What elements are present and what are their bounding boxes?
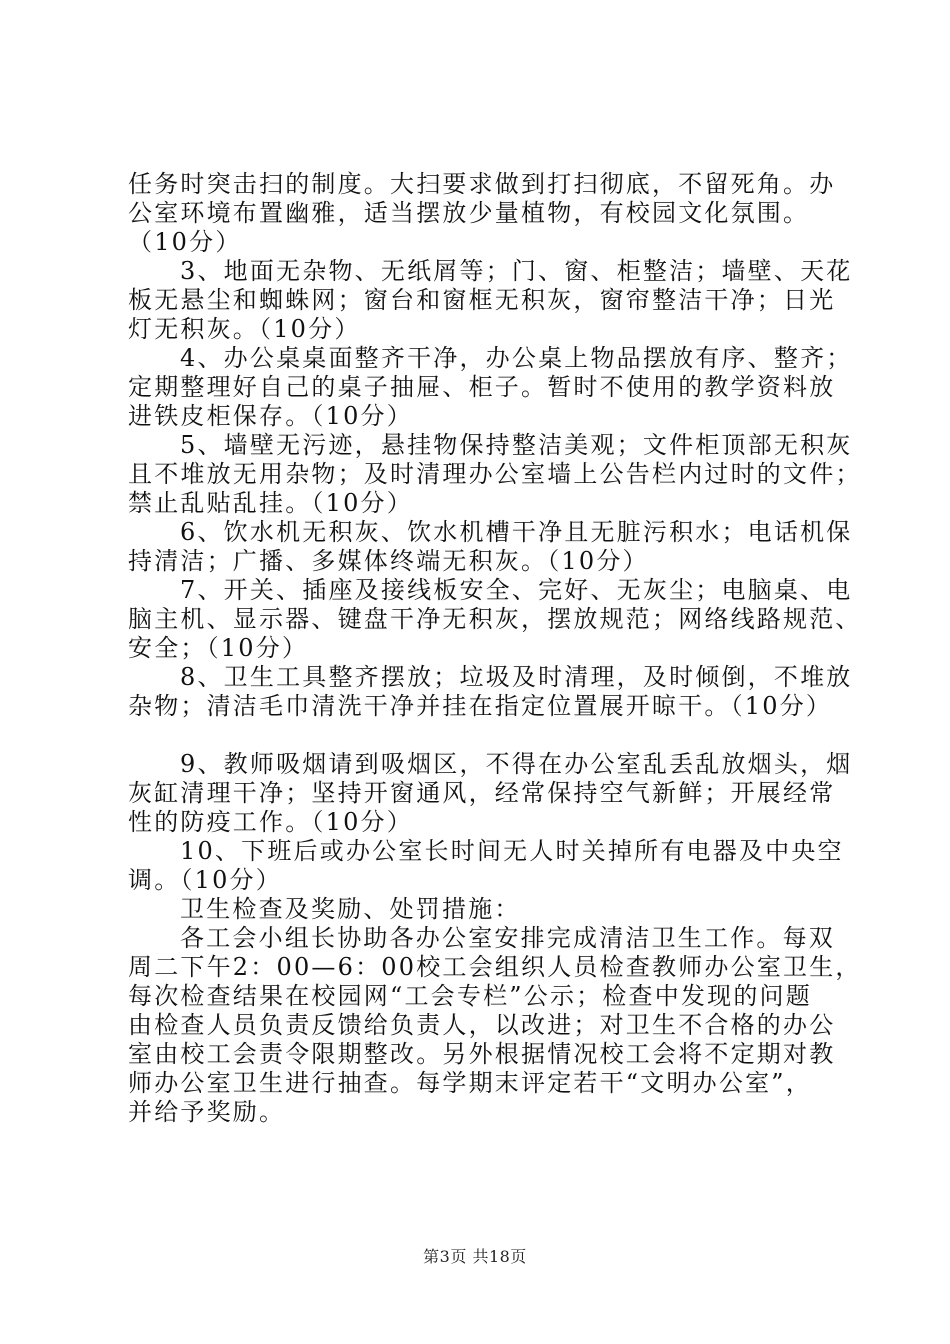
text-line: 脑主机、显示器、键盘干净无积灰，摆放规范；网络线路规范、: [128, 605, 862, 633]
text-line: 性的防疫工作。（10分）: [128, 808, 413, 836]
paragraph: [128, 431, 862, 518]
text-line: （10分）: [128, 228, 242, 256]
text-line: 由检查人员负责反馈给负责人，以改进；对卫生不合格的办公: [128, 1011, 836, 1039]
document-body: [128, 170, 862, 1127]
text-line: 板无悬尘和蜘蛛网；窗台和窗框无积灰，窗帘整洁干净；日光: [128, 286, 836, 314]
text-line: 并给予奖励。: [128, 1098, 286, 1126]
text-line: 周二下午2：00—6：00校工会组织人员检查教师办公室卫生，: [128, 953, 862, 981]
text-line: 持清洁；广播、多媒体终端无积灰。（10分）: [128, 547, 649, 575]
text-line: 各工会小组长协助各办公室安排完成清洁卫生工作。每双: [180, 924, 835, 952]
paragraph: [128, 924, 862, 1127]
text-line: 灰缸清理干净；坚持开窗通风，经常保持空气新鲜；开展经常: [128, 779, 836, 807]
paragraph: [128, 518, 853, 576]
text-line: 室由校工会责令限期整改。另外根据情况校工会将不定期对教: [128, 1040, 836, 1068]
paragraph: [128, 344, 853, 431]
text-line: 每次检查结果在校园网“工会专栏”公示；检查中发现的问题: [128, 982, 812, 1010]
text-line: 禁止乱贴乱挂。（10分）: [128, 489, 413, 517]
text-line: 7、开关、插座及接线板安全、完好、无灰尘；电脑桌、电: [180, 576, 853, 604]
text-line: 4、办公桌桌面整齐干净，办公桌上物品摆放有序、整齐；: [180, 344, 853, 372]
text-line: 杂物；清洁毛巾清洗干净并挂在指定位置展开晾干。（10分）: [128, 692, 833, 720]
page-number-label: 第3页 共18页: [423, 1247, 527, 1266]
text-line: 9、教师吸烟请到吸烟区，不得在办公室乱丢乱放烟头，烟: [180, 750, 853, 778]
text-line: 8、卫生工具整齐摆放；垃圾及时清理，及时倾倒，不堆放: [180, 663, 853, 691]
text-line: 10、下班后或办公室长时间无人时关掉所有电器及中央空: [180, 837, 844, 865]
paragraph: [128, 663, 853, 721]
paragraph: [128, 750, 853, 837]
text-line: 安全；（10分）: [128, 634, 309, 662]
text-line: 且不堆放无用杂物；及时清理办公室墙上公告栏内过时的文件；: [128, 460, 862, 488]
text-line: 灯无积灰。（10分）: [128, 315, 361, 343]
paragraph: [128, 170, 840, 257]
text-line: 6、饮水机无积灰、饮水机槽干净且无脏污积水；电话机保: [180, 518, 853, 546]
page-footer: [0, 1244, 950, 1267]
text-line: 进铁皮柜保存。（10分）: [128, 402, 413, 430]
text-line: 任务时突击扫的制度。大扫要求做到打扫彻底，不留死角。办: [128, 170, 836, 198]
text-line: 卫生检查及奖励、处罚措施：: [180, 895, 521, 923]
paragraph: [128, 576, 862, 663]
paragraph-spacer: [128, 721, 840, 750]
text-line: 公室环境布置幽雅，适当摆放少量植物，有校园文化氛围。: [128, 199, 810, 227]
text-line: 3、地面无杂物、无纸屑等；门、窗、柜整洁；墙壁、天花: [180, 257, 853, 285]
paragraph: [128, 257, 853, 344]
paragraph: [128, 837, 844, 895]
text-line: 5、墙壁无污迹，悬挂物保持整洁美观；文件柜顶部无积灰: [180, 431, 853, 459]
text-line: 定期整理好自己的桌子抽屉、柜子。暂时不使用的教学资料放: [128, 373, 836, 401]
paragraph: [128, 895, 840, 924]
text-line: 师办公室卫生进行抽查。每学期末评定若干“文明办公室”，: [128, 1069, 812, 1097]
text-line: 调。（10分）: [128, 866, 282, 894]
